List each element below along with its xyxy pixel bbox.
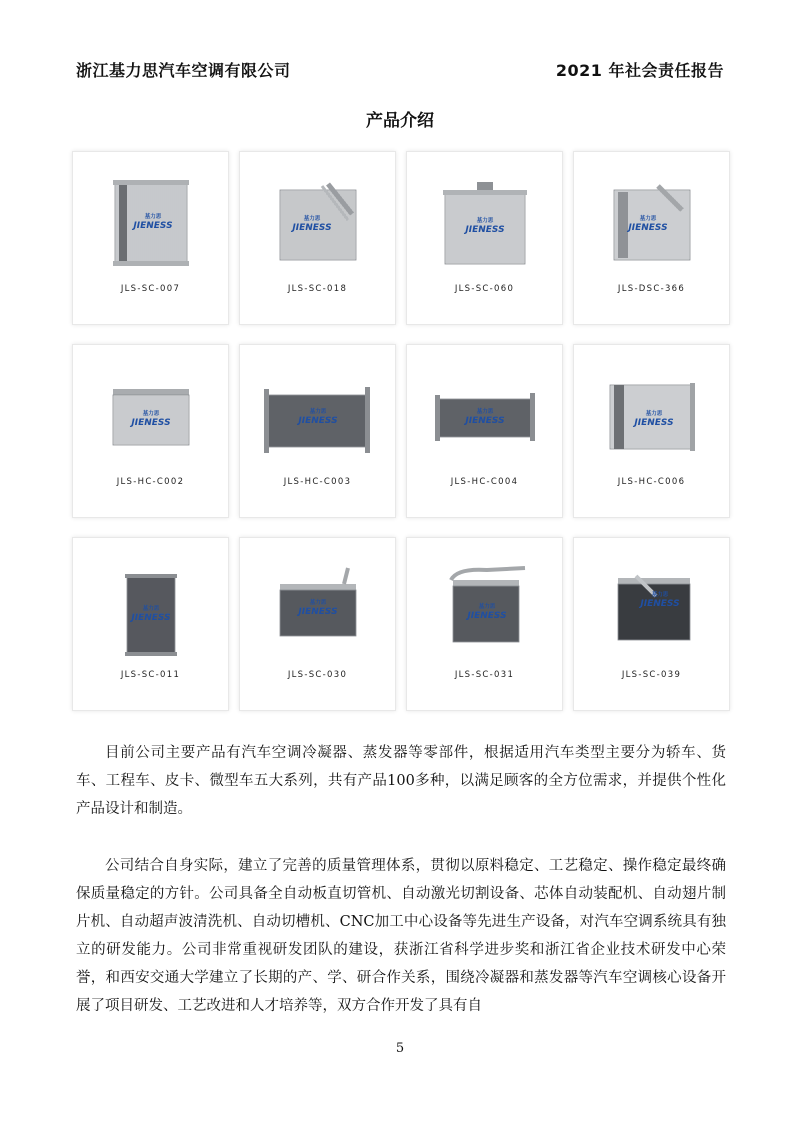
product-card bbox=[72, 537, 229, 711]
svg-text:基力思: 基力思 bbox=[639, 216, 657, 222]
product-image bbox=[240, 538, 395, 668]
svg-text:JIENESS: JIENESS bbox=[131, 418, 171, 428]
product-model-label: JLS-SC-007 bbox=[120, 284, 181, 294]
product-image bbox=[240, 345, 395, 475]
svg-text:基力思: 基力思 bbox=[309, 409, 327, 415]
svg-text:基力思: 基力思 bbox=[142, 606, 160, 612]
product-model-label: JLS-DSC-366 bbox=[617, 284, 686, 294]
header-report-title: 2021 年社会责任报告 bbox=[555, 61, 724, 80]
svg-text:基力思: 基力思 bbox=[651, 592, 669, 598]
section-title: 产品介绍 bbox=[366, 111, 434, 131]
product-image bbox=[73, 152, 228, 282]
product-card bbox=[573, 344, 730, 518]
product-card bbox=[573, 537, 730, 711]
product-card bbox=[72, 151, 229, 325]
product-model-label: JLS-HC-C004 bbox=[450, 477, 519, 487]
product-model-label: JLS-SC-018 bbox=[287, 284, 348, 294]
svg-text:基力思: 基力思 bbox=[476, 218, 494, 224]
product-model-label: JLS-SC-060 bbox=[454, 284, 515, 294]
paragraph-products: 目前公司主要产品有汽车空调冷凝器、蒸发器等零部件，根据适用汽车类型主要分为轿车、货车、工程车、皮卡、微型车五大系列，共有产品100多种，以满足顾客的全方位需求，并提供个性化产品设计和制造。 bbox=[76, 745, 726, 817]
svg-text:基力思: 基力思 bbox=[476, 409, 494, 415]
product-card bbox=[239, 151, 396, 325]
svg-text:基力思: 基力思 bbox=[645, 411, 663, 417]
svg-text:JIENESS: JIENESS bbox=[465, 416, 505, 426]
product-grid bbox=[72, 151, 728, 716]
svg-text:基力思: 基力思 bbox=[144, 214, 162, 220]
product-model-label: JLS-SC-031 bbox=[454, 670, 515, 680]
svg-text:基力思: 基力思 bbox=[142, 411, 160, 417]
svg-text:JIENESS: JIENESS bbox=[465, 225, 505, 235]
product-model-label: JLS-SC-030 bbox=[287, 670, 348, 680]
product-image bbox=[73, 345, 228, 475]
svg-text:JIENESS: JIENESS bbox=[133, 221, 173, 231]
product-image bbox=[574, 345, 729, 475]
page-number: 5 bbox=[395, 1041, 405, 1056]
product-image bbox=[407, 152, 562, 282]
product-card bbox=[239, 344, 396, 518]
product-model-label: JLS-HC-C002 bbox=[116, 477, 185, 487]
product-card bbox=[239, 537, 396, 711]
product-model-label: JLS-HC-C003 bbox=[283, 477, 352, 487]
svg-text:JIENESS: JIENESS bbox=[467, 611, 507, 621]
product-image bbox=[240, 152, 395, 282]
paragraph-quality-rnd: 公司结合自身实际，建立了完善的质量管理体系，贯彻以原料稳定、工艺稳定、操作稳定最终确保质量稳定的方针。公司具备全自动板直切管机、自动激光切割设备、芯体自动装配机、自动翅片制片机、自动超声波清洗机、自动切槽机、CNC加工中心设备等先进生产设备，对汽车空调系统具有独立的研发能力。公司非常重视研发团队的建设，获浙江省科学进步奖和浙江省企业技术研发中心荣誉，和西安交通大学建立了长期的产、学、研合作关系，围绕冷凝器和蒸发器等汽车空调核心设备开展了项目研发、工艺改进和人才培养等，双方合作开发了具有自 bbox=[76, 858, 726, 1014]
product-model-label: JLS-SC-039 bbox=[621, 670, 682, 680]
product-image bbox=[574, 538, 729, 668]
svg-text:JIENESS: JIENESS bbox=[131, 613, 171, 623]
product-model-label: JLS-SC-011 bbox=[120, 670, 181, 680]
product-card bbox=[72, 344, 229, 518]
svg-text:JIENESS: JIENESS bbox=[292, 223, 332, 233]
product-image bbox=[574, 152, 729, 282]
svg-text:JIENESS: JIENESS bbox=[640, 599, 680, 609]
svg-text:JIENESS: JIENESS bbox=[628, 223, 668, 233]
product-card bbox=[406, 344, 563, 518]
product-card bbox=[406, 151, 563, 325]
svg-text:基力思: 基力思 bbox=[309, 600, 327, 606]
product-image bbox=[73, 538, 228, 668]
product-image bbox=[407, 345, 562, 475]
svg-text:JIENESS: JIENESS bbox=[298, 416, 338, 426]
svg-text:基力思: 基力思 bbox=[478, 604, 496, 610]
svg-text:基力思: 基力思 bbox=[303, 216, 321, 222]
product-image bbox=[407, 538, 562, 668]
header-company: 浙江基力思汽车空调有限公司 bbox=[76, 61, 291, 80]
product-card bbox=[406, 537, 563, 711]
product-model-label: JLS-HC-C006 bbox=[617, 477, 686, 487]
svg-text:JIENESS: JIENESS bbox=[634, 418, 674, 428]
svg-text:JIENESS: JIENESS bbox=[298, 607, 338, 617]
product-card bbox=[573, 151, 730, 325]
